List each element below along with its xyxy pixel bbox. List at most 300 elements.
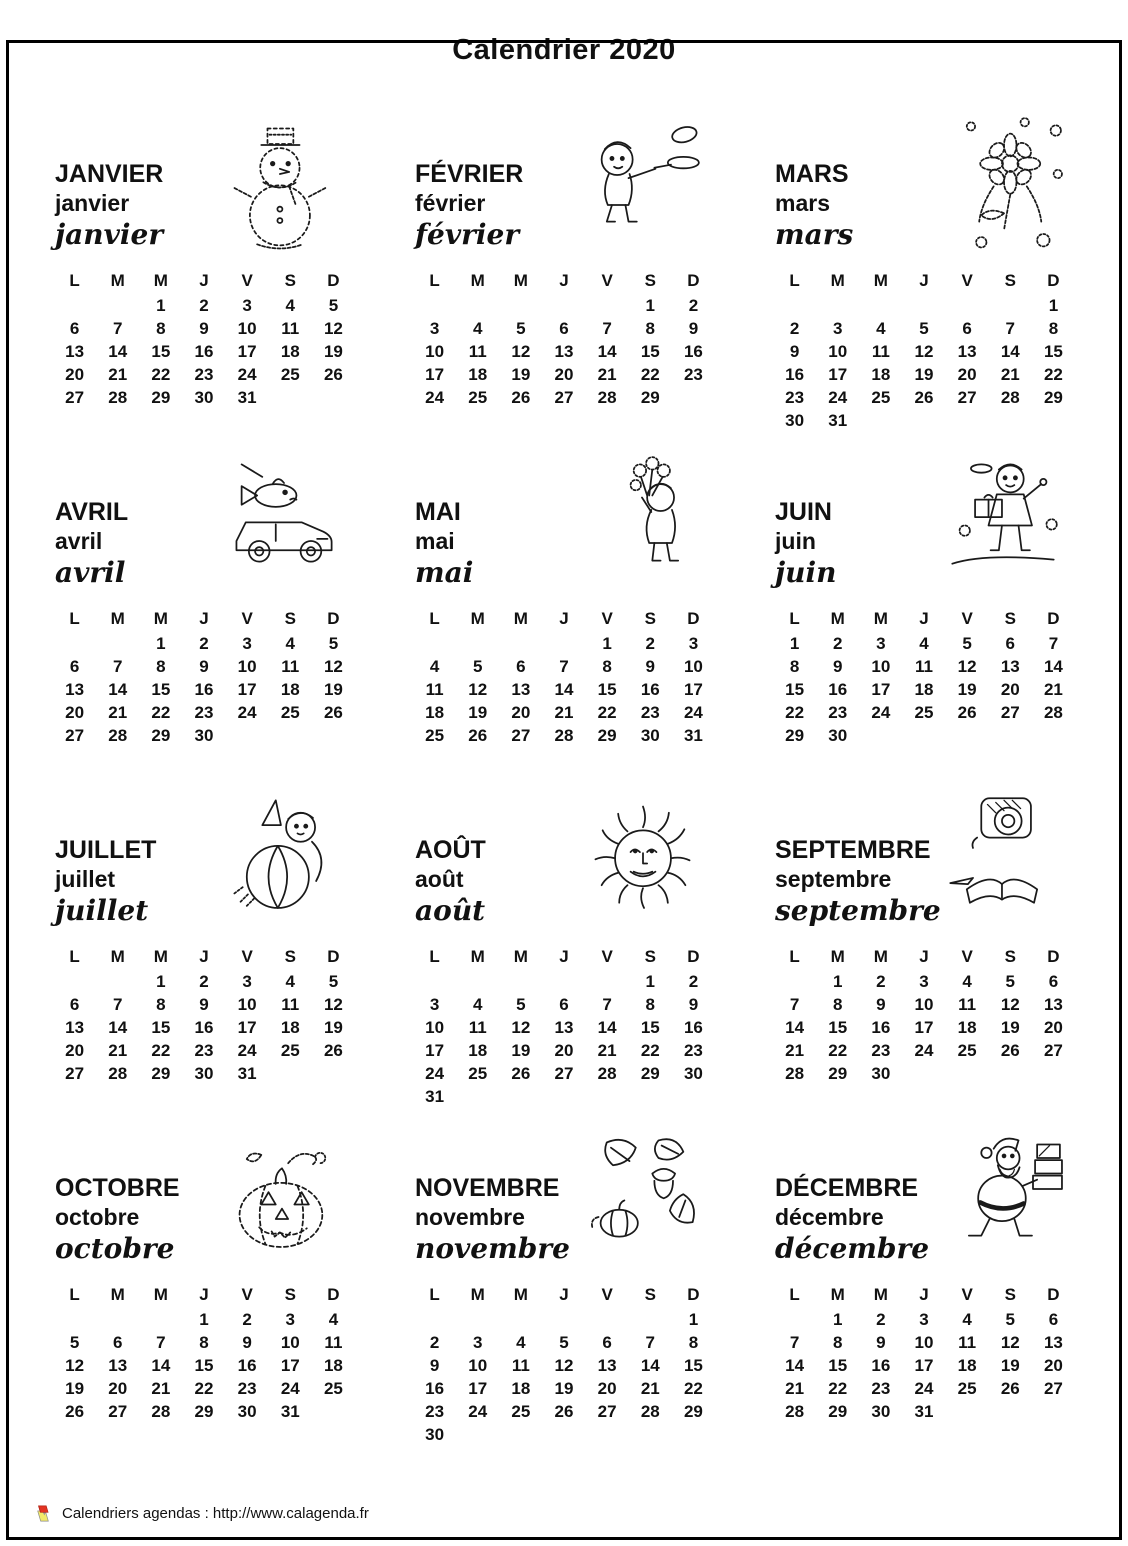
date-cell: 14 (108, 679, 128, 699)
date-cell: 9 (876, 994, 886, 1014)
week-row (773, 1331, 1075, 1354)
date-cell (499, 970, 542, 993)
month-block (53, 124, 355, 462)
date-cell: 17 (237, 341, 257, 361)
date-cell: 18 (280, 341, 300, 361)
date-cell: 26 (468, 725, 488, 745)
date-cell: 13 (1043, 1332, 1063, 1352)
day-header: S (644, 947, 656, 966)
date-cell: 12 (323, 994, 343, 1014)
date-cell: 28 (1000, 387, 1020, 407)
date-cell: 2 (242, 1309, 252, 1329)
date-cell: 23 (828, 702, 848, 722)
date-cell: 25 (323, 1378, 343, 1398)
date-cell: 16 (194, 341, 214, 361)
day-header: V (241, 947, 253, 966)
week-row (773, 1062, 1075, 1085)
date-cell (542, 1423, 585, 1446)
week-row (53, 317, 355, 340)
date-cell: 15 (640, 341, 660, 361)
date-cell (269, 1062, 312, 1085)
date-cell (902, 294, 945, 317)
week-row (53, 1016, 355, 1039)
day-header: M (153, 947, 168, 966)
date-cell (773, 970, 816, 993)
date-cell (586, 970, 629, 993)
date-cell: 9 (242, 1332, 252, 1352)
date-cell: 3 (242, 633, 252, 653)
day-header: V (961, 609, 973, 628)
date-cell: 7 (789, 1332, 800, 1352)
date-cell: 18 (957, 1355, 977, 1375)
date-cell: 16 (640, 679, 660, 699)
month-name-upper: OCTOBRE (55, 1174, 180, 1202)
week-row (413, 655, 715, 678)
date-cell (53, 1308, 96, 1331)
day-header: D (687, 1285, 700, 1304)
date-cell: 15 (1043, 341, 1063, 361)
date-cell: 30 (640, 725, 660, 745)
date-cell (773, 1308, 816, 1331)
date-cell: 19 (323, 1017, 343, 1037)
date-cell: 25 (280, 364, 300, 384)
month-grid (773, 1282, 1075, 1423)
date-cell: 19 (65, 1378, 85, 1398)
week-row (773, 294, 1075, 317)
date-cell: 14 (597, 341, 617, 361)
date-cell: 6 (69, 656, 80, 676)
date-cell: 15 (640, 1017, 660, 1037)
month-name-script: juin (775, 555, 837, 589)
date-cell: 15 (151, 1017, 171, 1037)
date-cell: 8 (688, 1332, 699, 1352)
date-cell: 14 (108, 341, 128, 361)
date-cell: 17 (914, 1355, 934, 1375)
page-title: Calendrier 2020 (452, 34, 676, 66)
day-header: J (919, 1285, 929, 1304)
date-cell: 27 (1043, 1378, 1063, 1398)
date-cell: 29 (785, 725, 805, 745)
date-cell: 11 (871, 341, 890, 361)
date-cell: 25 (468, 1063, 488, 1083)
date-cell (672, 1423, 715, 1446)
date-cell: 24 (914, 1040, 934, 1060)
week-row (413, 340, 715, 363)
pumpkin-icon (213, 1128, 353, 1278)
date-cell: 12 (511, 341, 531, 361)
date-cell (456, 1308, 499, 1331)
day-header: M (470, 1285, 485, 1304)
date-cell: 5 (919, 318, 929, 338)
date-cell (1032, 724, 1075, 747)
date-cell: 9 (688, 994, 699, 1014)
week-row (773, 340, 1075, 363)
date-cell: 5 (516, 318, 526, 338)
date-cell (269, 386, 312, 409)
week-row (413, 1331, 715, 1354)
date-cell: 15 (828, 1017, 848, 1037)
date-cell: 19 (1000, 1355, 1020, 1375)
date-cell: 19 (914, 364, 934, 384)
date-cell (989, 409, 1032, 432)
date-cell: 18 (468, 1040, 488, 1060)
date-cell: 5 (328, 633, 339, 653)
day-header: J (919, 947, 929, 966)
date-cell: 20 (108, 1378, 128, 1398)
date-cell: 25 (468, 387, 488, 407)
date-cell (989, 1400, 1032, 1423)
date-cell: 13 (554, 1017, 574, 1037)
week-row (773, 1308, 1075, 1331)
date-cell: 17 (280, 1355, 300, 1375)
day-header: D (327, 609, 340, 628)
date-cell (312, 1400, 355, 1423)
date-cell: 12 (468, 679, 488, 699)
date-cell: 16 (871, 1355, 891, 1375)
day-header-row (413, 268, 715, 294)
date-cell: 31 (828, 410, 848, 430)
month-header (773, 1138, 1075, 1280)
date-cell: 29 (683, 1401, 703, 1421)
day-header: J (199, 1285, 209, 1304)
date-cell: 23 (194, 702, 214, 722)
date-cell: 12 (554, 1355, 574, 1375)
date-cell: 20 (1043, 1355, 1063, 1375)
day-header: D (327, 1285, 340, 1304)
date-cell (312, 724, 355, 747)
day-header: J (919, 271, 929, 290)
month-names (415, 1174, 570, 1265)
date-cell: 25 (871, 387, 891, 407)
week-row (53, 678, 355, 701)
date-cell: 19 (1000, 1017, 1020, 1037)
day-header-row (413, 1282, 715, 1308)
week-row (773, 1016, 1075, 1039)
date-cell: 12 (323, 656, 343, 676)
date-cell: 4 (472, 994, 483, 1014)
month-name-upper: JUIN (775, 498, 832, 526)
date-cell: 21 (1043, 679, 1063, 699)
month-block (773, 800, 1075, 1138)
date-cell: 25 (914, 702, 934, 722)
day-header: L (429, 271, 440, 290)
day-header: S (644, 271, 656, 290)
date-cell: 3 (429, 994, 440, 1014)
date-cell: 10 (237, 656, 257, 676)
date-cell: 21 (597, 1040, 617, 1060)
date-cell: 29 (194, 1401, 214, 1421)
date-cell: 1 (832, 1309, 843, 1329)
gift-boy-icon (933, 452, 1073, 602)
day-header: J (199, 271, 209, 290)
date-cell: 9 (688, 318, 699, 338)
date-cell: 13 (1043, 994, 1063, 1014)
date-cell: 13 (597, 1355, 617, 1375)
date-cell (312, 386, 355, 409)
date-cell: 24 (468, 1401, 488, 1421)
date-cell: 22 (151, 1040, 171, 1060)
date-cell: 28 (1043, 702, 1063, 722)
month-names (415, 160, 523, 251)
date-cell: 15 (828, 1355, 848, 1375)
month-grid (53, 606, 355, 747)
date-cell: 12 (914, 341, 934, 361)
date-cell: 26 (511, 387, 531, 407)
week-row (53, 655, 355, 678)
date-cell: 22 (785, 702, 805, 722)
day-header: V (601, 271, 613, 290)
date-cell: 8 (156, 994, 166, 1014)
date-cell: 4 (876, 318, 886, 338)
month-header (413, 800, 715, 942)
date-cell: 12 (511, 1017, 531, 1037)
week-row (53, 363, 355, 386)
day-header: S (284, 1285, 296, 1304)
date-cell: 14 (785, 1355, 805, 1375)
date-cell: 27 (597, 1401, 617, 1421)
date-cell: 19 (323, 341, 343, 361)
week-row (413, 317, 715, 340)
day-header: D (327, 271, 340, 290)
date-cell: 3 (919, 1309, 929, 1329)
week-row (413, 294, 715, 317)
date-cell: 16 (828, 679, 848, 699)
date-cell: 24 (425, 387, 445, 407)
date-cell: 21 (108, 702, 128, 722)
date-cell (1032, 1062, 1075, 1085)
date-cell: 7 (112, 656, 123, 676)
date-cell: 10 (914, 994, 934, 1014)
date-cell: 26 (1000, 1378, 1020, 1398)
date-cell: 14 (597, 1017, 617, 1037)
day-header: J (559, 609, 569, 628)
date-cell: 20 (554, 1040, 574, 1060)
date-cell: 6 (69, 994, 80, 1014)
date-cell: 18 (871, 364, 891, 384)
month-grid (413, 606, 715, 747)
date-cell: 7 (602, 994, 612, 1014)
week-row (413, 970, 715, 993)
date-cell: 2 (429, 1332, 440, 1352)
date-cell: 7 (112, 318, 123, 338)
week-row (773, 1354, 1075, 1377)
date-cell (53, 294, 96, 317)
date-cell (456, 294, 499, 317)
day-header-row (773, 944, 1075, 970)
date-cell: 29 (828, 1401, 848, 1421)
date-cell: 12 (957, 656, 977, 676)
day-header: S (284, 609, 296, 628)
date-cell: 9 (199, 656, 209, 676)
date-cell: 2 (832, 633, 843, 653)
date-cell: 31 (914, 1401, 934, 1421)
date-cell: 26 (914, 387, 934, 407)
date-cell (859, 409, 902, 432)
date-cell (139, 1308, 182, 1331)
month-name-upper: JUILLET (55, 836, 157, 864)
date-cell (586, 1423, 629, 1446)
day-header: J (559, 1285, 569, 1304)
date-cell (989, 724, 1032, 747)
date-cell: 6 (1005, 633, 1015, 653)
date-cell (946, 1400, 989, 1423)
date-cell: 10 (871, 656, 891, 676)
month-name-lower: août (415, 865, 464, 892)
week-row (773, 317, 1075, 340)
date-cell (499, 1423, 542, 1446)
day-header-row (413, 606, 715, 632)
date-cell: 3 (285, 1309, 295, 1329)
date-cell: 25 (957, 1378, 977, 1398)
month-name-lower: novembre (415, 1203, 525, 1230)
date-cell: 21 (1000, 364, 1020, 384)
date-cell: 5 (472, 656, 483, 676)
month-names (775, 160, 853, 251)
date-cell: 2 (199, 971, 209, 991)
date-cell: 23 (194, 1040, 214, 1060)
week-row (773, 655, 1075, 678)
date-cell: 11 (958, 994, 977, 1014)
day-header: L (789, 609, 800, 628)
date-cell: 21 (785, 1378, 805, 1398)
date-cell: 1 (602, 633, 612, 653)
date-cell (859, 294, 902, 317)
date-cell: 15 (785, 679, 805, 699)
day-header: S (1004, 947, 1016, 966)
date-cell: 31 (683, 725, 703, 745)
date-cell (96, 632, 139, 655)
date-cell: 22 (194, 1378, 214, 1398)
date-cell: 2 (876, 971, 886, 991)
date-cell: 10 (828, 341, 848, 361)
day-header-row (53, 1282, 355, 1308)
date-cell: 23 (871, 1378, 891, 1398)
date-cell (946, 294, 989, 317)
week-row (413, 1062, 715, 1085)
week-row (413, 678, 715, 701)
week-row (413, 1400, 715, 1423)
date-cell: 4 (285, 295, 295, 315)
day-header: M (873, 609, 888, 628)
date-cell: 26 (323, 364, 343, 384)
date-cell: 18 (468, 364, 488, 384)
date-cell: 28 (597, 1063, 617, 1083)
week-row (53, 340, 355, 363)
santa-icon (933, 1128, 1073, 1278)
date-cell: 1 (1048, 295, 1059, 315)
date-cell: 15 (683, 1355, 703, 1375)
date-cell: 10 (468, 1355, 488, 1375)
month-name-upper: AOÛT (415, 836, 486, 864)
month-block (53, 800, 355, 1138)
day-header: L (429, 947, 440, 966)
date-cell: 7 (112, 994, 123, 1014)
beach-ball-icon (213, 790, 353, 940)
date-cell: 22 (640, 1040, 660, 1060)
date-cell (456, 970, 499, 993)
week-row (773, 409, 1075, 432)
date-cell: 29 (151, 1063, 171, 1083)
date-cell (413, 632, 456, 655)
month-name-script: février (415, 217, 520, 251)
date-cell: 19 (511, 1040, 531, 1060)
footer (36, 1505, 369, 1522)
date-cell: 9 (876, 1332, 886, 1352)
month-name-lower: octobre (55, 1203, 140, 1230)
date-cell: 8 (832, 994, 843, 1014)
date-cell: 20 (65, 364, 85, 384)
date-cell (456, 1085, 499, 1108)
date-cell (96, 1308, 139, 1331)
month-name-upper: MAI (415, 498, 461, 526)
week-row (53, 1377, 355, 1400)
date-cell (542, 970, 585, 993)
date-cell: 14 (108, 1017, 128, 1037)
date-cell: 6 (559, 994, 569, 1014)
date-cell: 29 (151, 387, 171, 407)
date-cell (989, 294, 1032, 317)
date-cell: 4 (285, 971, 295, 991)
date-cell: 30 (237, 1401, 257, 1421)
date-cell: 23 (640, 702, 660, 722)
month-names (55, 498, 128, 589)
day-header: J (559, 271, 569, 290)
day-header: S (284, 947, 296, 966)
date-cell: 17 (237, 679, 257, 699)
bouquet-child-icon (573, 452, 713, 602)
day-header: M (110, 609, 125, 628)
day-header: M (513, 947, 528, 966)
date-cell: 12 (1000, 994, 1020, 1014)
date-cell: 3 (242, 971, 252, 991)
date-cell: 5 (1005, 971, 1015, 991)
day-header: D (687, 609, 700, 628)
date-cell: 13 (554, 341, 574, 361)
date-cell: 3 (688, 633, 699, 653)
day-header: L (69, 271, 80, 290)
footer-link[interactable]: Calendriers agendas : http://www.calagenda.fr (62, 1505, 369, 1522)
month-header (53, 462, 355, 604)
date-cell: 6 (559, 318, 569, 338)
date-cell: 10 (237, 994, 257, 1014)
date-cell: 8 (156, 318, 166, 338)
day-header: M (873, 271, 888, 290)
date-cell: 14 (640, 1355, 660, 1375)
day-header: M (153, 609, 168, 628)
month-grid (53, 1282, 355, 1423)
date-cell: 1 (156, 633, 166, 653)
date-cell: 4 (328, 1309, 339, 1329)
date-cell: 21 (108, 364, 128, 384)
day-header: V (601, 947, 613, 966)
date-cell: 8 (602, 656, 612, 676)
date-cell: 6 (112, 1332, 123, 1352)
date-cell: 23 (683, 1040, 703, 1060)
date-cell: 5 (328, 971, 339, 991)
date-cell: 27 (554, 387, 574, 407)
date-cell: 30 (785, 410, 805, 430)
date-cell: 30 (871, 1063, 891, 1083)
date-cell: 14 (785, 1017, 805, 1037)
week-row (53, 701, 355, 724)
date-cell: 19 (511, 364, 531, 384)
month-name-lower: avril (55, 527, 103, 554)
date-cell: 8 (645, 318, 655, 338)
week-row (773, 701, 1075, 724)
date-cell: 18 (511, 1378, 531, 1398)
day-header: S (1004, 271, 1016, 290)
month-name-upper: AVRIL (55, 498, 129, 526)
